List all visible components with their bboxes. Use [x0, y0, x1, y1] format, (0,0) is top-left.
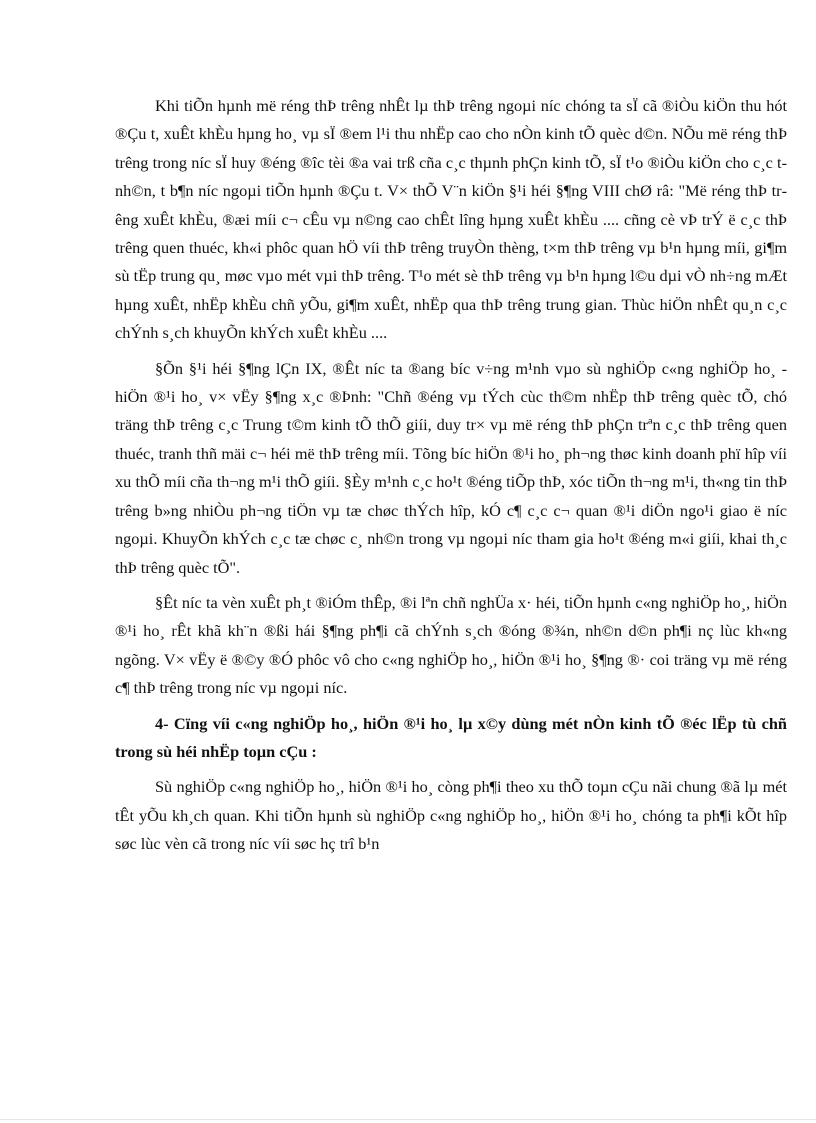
paragraph-global-integration: Sù nghiÖp c«ng nghiÖp ho¸, hiÖn ®¹i ho¸ còng ph¶i theo xu thÕ toµn cÇu nãi chung ®ã lµ mét tÊt yÕu kh¸ch quan. Khi tiÕn hµnh sù nghiÖp c«ng nghiÖp ho¸, hiÖn ®¹i ho¸ chóng ta ph¶i kÕt hîp søc lùc vèn cã trong níc víi søc hç trî b¹n [115, 777, 787, 854]
page-bottom-divider [0, 1119, 816, 1120]
paragraph-low-starting-point: §Êt níc ta vèn xuÊt ph¸t ®iÓm thÊp, ®i lªn chñ nghÜa x· héi, tiÕn hµnh c«ng nghiÖp ho¸, hiÖn ®¹i ho¸ rÊt khã kh¨n ®ßi hái §¶ng ph¶i cã chÝnh s¸ch ®óng ®¾n, nh©n d©n ph¶i nç lùc kh«ng ngõng. V× vËy ë ®©y ®Ó phôc vô cho c«ng nghiÖp ho¸, hiÖn ®¹i ho¸ §¶ng ®· coi träng vµ më réng c¶ thÞ trêng trong níc vµ ngoµi níc. [115, 592, 787, 698]
section-heading: 4- Cïng víi c«ng nghiÖp ho¸, hiÖn ®¹i ho¸ lµ x©y dùng mét nÒn kinh tÕ ®éc lËp tù chñ trong sù héi nhËp toµn cÇu : [115, 713, 787, 761]
document-body [115, 92, 787, 859]
paragraph-market-expansion: Khi tiÕn hµnh më réng thÞ trêng nhÊt lµ thÞ trêng ngoµi níc chóng ta sÏ cã ®iÒu kiÖn thu hót ®Çu t, xuÊt khÈu hµng ho¸ vµ sÏ ®em l¹i thu nhËp cao cho nÒn kinh tÕ quèc d©n. NÕu më réng thÞ trêng trong níc sÏ huy ®éng ®îc tèi ®a vai trß cña c¸c thµnh phÇn kinh tÕ, sÏ t¹o ®iÒu kiÖn cho c¸c t nh©n, t b¶n níc ngoµi tiÕn hµnh ®Çu t. V× thÕ V¨n kiÖn §¹i héi §¶ng VIII chØ râ: "Më réng thÞ trêng xuÊt khÈu, ®æi míi c¬ cÊu vµ n©ng cao chÊt lîng hµng xuÊt khÈu .... cñng cè vÞ trÝ ë c¸c thÞ trêng quen thuéc, kh«i phôc quan hÖ víi thÞ trêng truyÒn thèng, t×m thÞ trêng vµ b¹n hµng míi, gi¶m sù tËp trung qu¸ møc vµo mét vµi thÞ trêng. T¹o mét sè thÞ trêng vµ b¹n hµng l©u dµi vÒ nh÷ng mÆt hµng xuÊt, nhËp khÈu chñ yÕu, gi¶m xuÊt, nhËp qua thÞ trêng trung gian. Thùc hiÖn nhÊt qu¸n c¸c chÝnh s¸ch khuyÕn khÝch xuÊt khÈu .... [115, 96, 787, 343]
paragraph-ninth-congress: §Õn §¹i héi §¶ng lÇn IX, ®Êt níc ta ®ang bíc v÷ng m¹nh vµo sù nghiÖp c«ng nghiÖp ho¸ - hiÖn ®¹i ho¸ v× vËy §¶ng x¸c ®Þnh: "Chñ ®éng vµ tÝch cùc th©m nhËp thÞ trêng quèc tÕ, chó träng thÞ trêng c¸c Trung t©m kinh tÕ thÕ giíi, duy tr× vµ më réng thÞ phÇn trªn c¸c thÞ trêng quen thuéc, tranh thñ mäi c¬ héi më thÞ trêng míi. Tõng bíc hiÖn ®¹i ho¸ ph¬ng thøc kinh doanh phï hîp víi xu thÕ míi cña th¬ng m¹i thÕ giíi. §Èy m¹nh c¸c ho¹t ®éng tiÕp thÞ, xóc tiÕn th¬ng m¹i, th«ng tin thÞ trêng b»ng nhiÒu ph¬ng tiÖn vµ tæ chøc thÝch hîp, kÓ c¶ c¸c c¬ quan ®¹i diÖn ngo¹i giao ë níc ngoµi. KhuyÕn khÝch c¸c tæ chøc c¸ nh©n trong vµ ngoµi níc tham gia ho¹t ®éng m«i giíi, khai th¸c thÞ trêng quèc tÕ". [115, 358, 787, 577]
